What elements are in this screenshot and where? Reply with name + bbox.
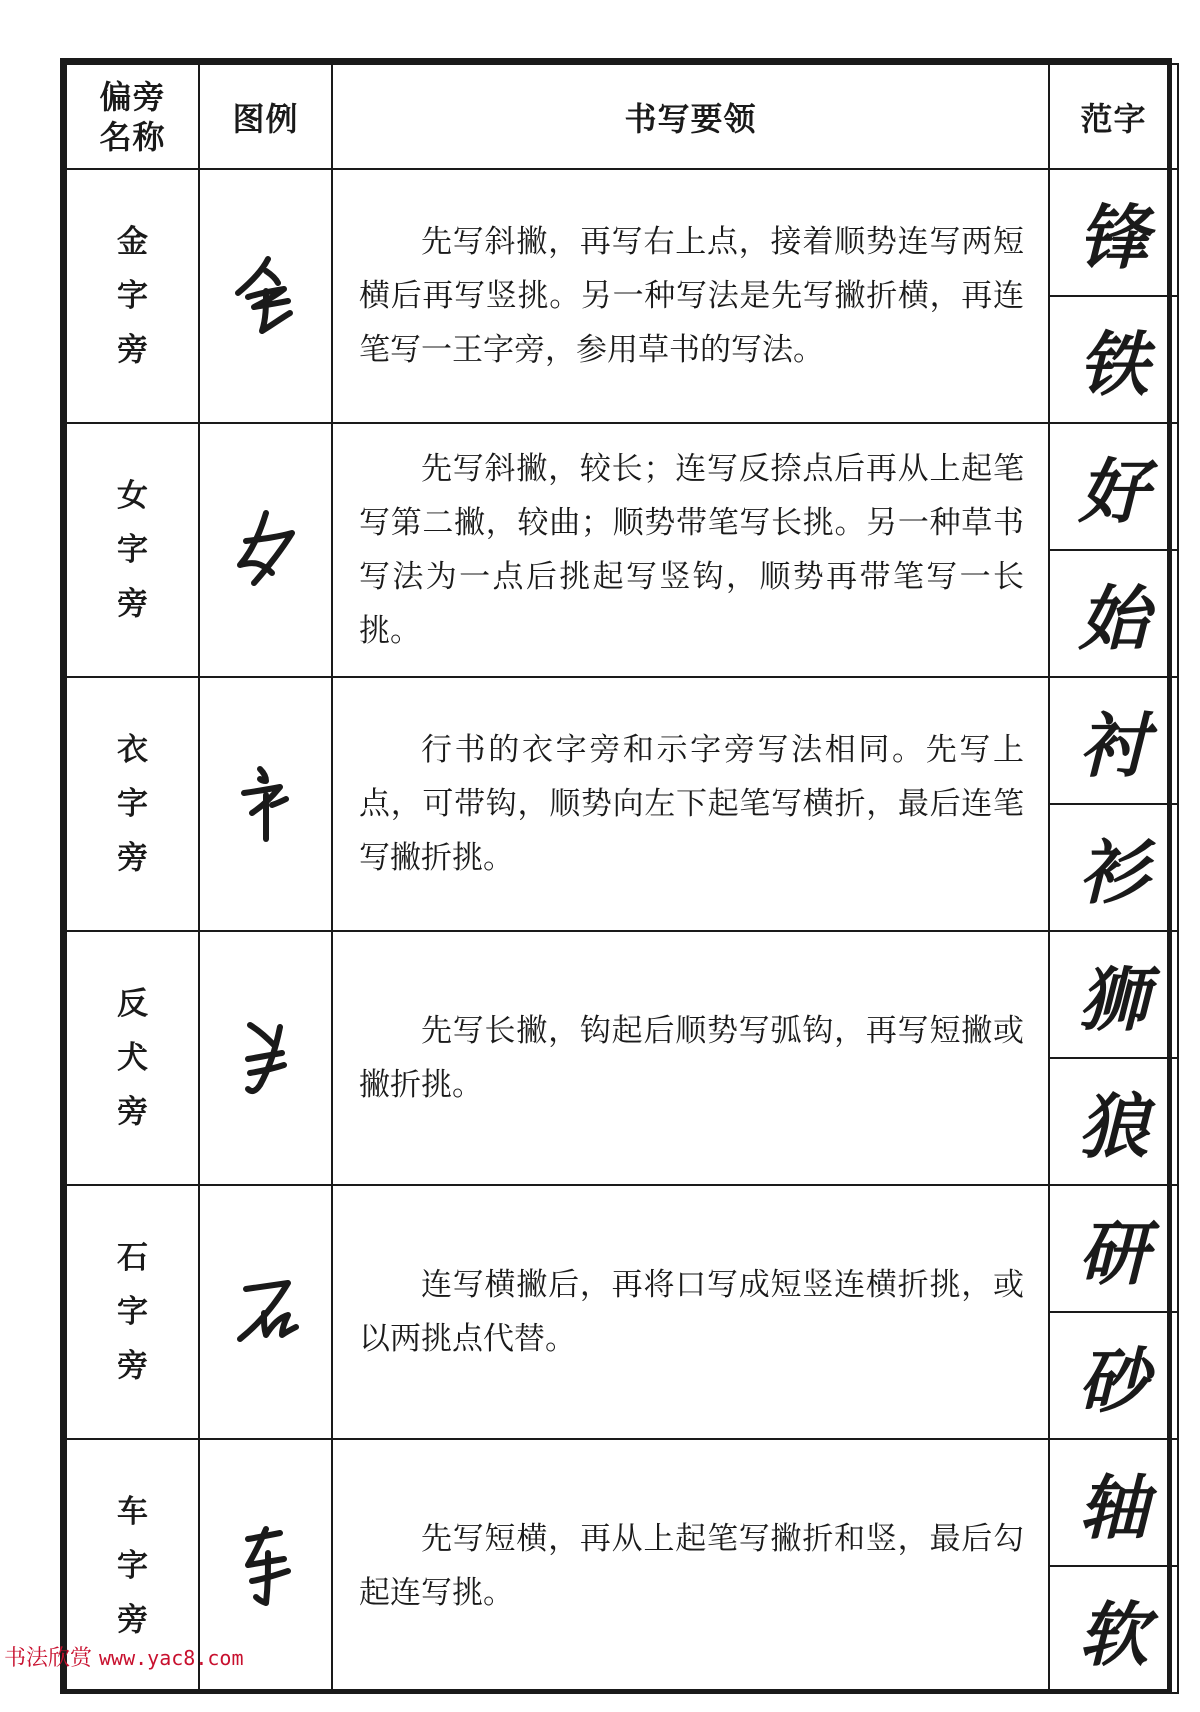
example-character: 砂 xyxy=(1050,1311,1177,1438)
table-row xyxy=(66,423,1178,677)
header-radical-name-line1: 偏旁 xyxy=(99,77,166,116)
radical-name-char: 字 xyxy=(117,1294,148,1330)
example-character: 衫 xyxy=(1050,803,1177,930)
example-character: 锋 xyxy=(1078,196,1149,279)
writing-essentials-text: 行书的衣字旁和示字旁写法相同。先写上点，可带钩，顺势向左下起笔写横折，最后连笔写撇折挑。 xyxy=(359,732,1024,876)
writing-essentials-cell xyxy=(332,423,1049,677)
example-cell xyxy=(1049,169,1178,423)
writing-essentials-text: 先写长撇，钩起后顺势写弧钩，再写短撇或撇折挑。 xyxy=(359,1013,1024,1103)
example-character: 轴 xyxy=(1078,1466,1149,1549)
radical-name-char: 旁 xyxy=(117,332,148,368)
example-cell xyxy=(1049,677,1178,931)
watermark-site-name: 书法欣赏 xyxy=(4,1646,93,1671)
quan-radical-cursive-icon xyxy=(226,1011,306,1101)
example-character: 好 xyxy=(1078,450,1149,533)
radical-name-char: 车 xyxy=(117,1494,148,1530)
figure-cell xyxy=(199,423,332,677)
header-example-characters: 范字 xyxy=(1049,64,1178,169)
figure-cell xyxy=(199,169,332,423)
header-radical-name-line2: 名称 xyxy=(99,117,166,156)
table-row xyxy=(66,931,1178,1185)
jin-radical-cursive-icon xyxy=(226,249,306,339)
writing-essentials-text: 先写斜撇，再写右上点，接着顺势连写两短横后再写竖挑。另一种写法是先写撇折横，再连笔写一王字旁，参用草书的写法。 xyxy=(359,224,1024,368)
radical-name-char: 字 xyxy=(117,532,148,568)
radical-name-cell xyxy=(66,1185,199,1439)
header-radical-name xyxy=(66,64,199,169)
radical-name-char: 犬 xyxy=(117,1040,148,1076)
figure-cell xyxy=(199,1185,332,1439)
table-row xyxy=(66,169,1178,423)
table-header-row xyxy=(66,64,1178,169)
radical-name-cell xyxy=(66,931,199,1185)
radical-name-char: 字 xyxy=(117,278,148,314)
radical-name-char: 石 xyxy=(117,1240,148,1276)
writing-essentials-text: 先写短横，再从上起笔写撇折和竖，最后勾起连写挑。 xyxy=(359,1521,1024,1611)
radical-name-char: 字 xyxy=(117,1548,148,1584)
radical-guide-table xyxy=(65,63,1179,1694)
example-character: 研 xyxy=(1078,1212,1149,1295)
example-character: 始 xyxy=(1050,549,1177,676)
radical-name-char: 反 xyxy=(117,986,148,1022)
radical-name-char: 旁 xyxy=(117,586,148,622)
example-character: 狮 xyxy=(1078,958,1149,1041)
writing-essentials-cell xyxy=(332,1185,1049,1439)
watermark-url[interactable]: www.yac8.com xyxy=(99,1646,244,1670)
example-character: 软 xyxy=(1050,1565,1177,1692)
yi-radical-cursive-icon xyxy=(226,757,306,847)
example-cell xyxy=(1049,1439,1178,1693)
example-character: 狼 xyxy=(1050,1057,1177,1184)
example-cell xyxy=(1049,931,1178,1185)
figure-cell xyxy=(199,931,332,1185)
radical-guide-sheet xyxy=(60,58,1172,1694)
radical-name-cell xyxy=(66,423,199,677)
radical-name-char: 旁 xyxy=(117,1348,148,1384)
nv-radical-cursive-icon xyxy=(226,503,306,593)
example-cell xyxy=(1049,423,1178,677)
radical-name-char: 字 xyxy=(117,786,148,822)
example-character: 铁 xyxy=(1050,295,1177,422)
figure-cell xyxy=(199,677,332,931)
radical-name-char: 旁 xyxy=(117,1094,148,1130)
writing-essentials-cell xyxy=(332,931,1049,1185)
example-character: 衬 xyxy=(1078,704,1149,787)
radical-name-char: 金 xyxy=(117,224,148,260)
example-cell xyxy=(1049,1185,1178,1439)
che-radical-cursive-icon xyxy=(226,1519,306,1609)
writing-essentials-cell xyxy=(332,169,1049,423)
writing-essentials-text: 连写横撇后，再将口写成短竖连横折挑，或以两挑点代替。 xyxy=(359,1267,1024,1357)
radical-name-char: 衣 xyxy=(117,732,148,768)
site-watermark xyxy=(4,1641,244,1672)
radical-name-char: 旁 xyxy=(117,840,148,876)
radical-name-cell xyxy=(66,169,199,423)
radical-name-char: 旁 xyxy=(117,1602,148,1638)
writing-essentials-cell xyxy=(332,1439,1049,1693)
writing-essentials-text: 先写斜撇，较长；连写反捺点后再从上起笔写第二撇，较曲；顺势带笔写长挑。另一种草书写法为一点后挑起写竖钩，顺势再带笔写一长挑。 xyxy=(359,451,1024,649)
table-row xyxy=(66,1185,1178,1439)
header-figure: 图例 xyxy=(199,64,332,169)
table-row xyxy=(66,677,1178,931)
shi-radical-cursive-icon xyxy=(226,1265,306,1355)
radical-name-cell xyxy=(66,677,199,931)
writing-essentials-cell xyxy=(332,677,1049,931)
header-writing-essentials: 书写要领 xyxy=(332,64,1049,169)
radical-name-char: 女 xyxy=(117,478,148,514)
